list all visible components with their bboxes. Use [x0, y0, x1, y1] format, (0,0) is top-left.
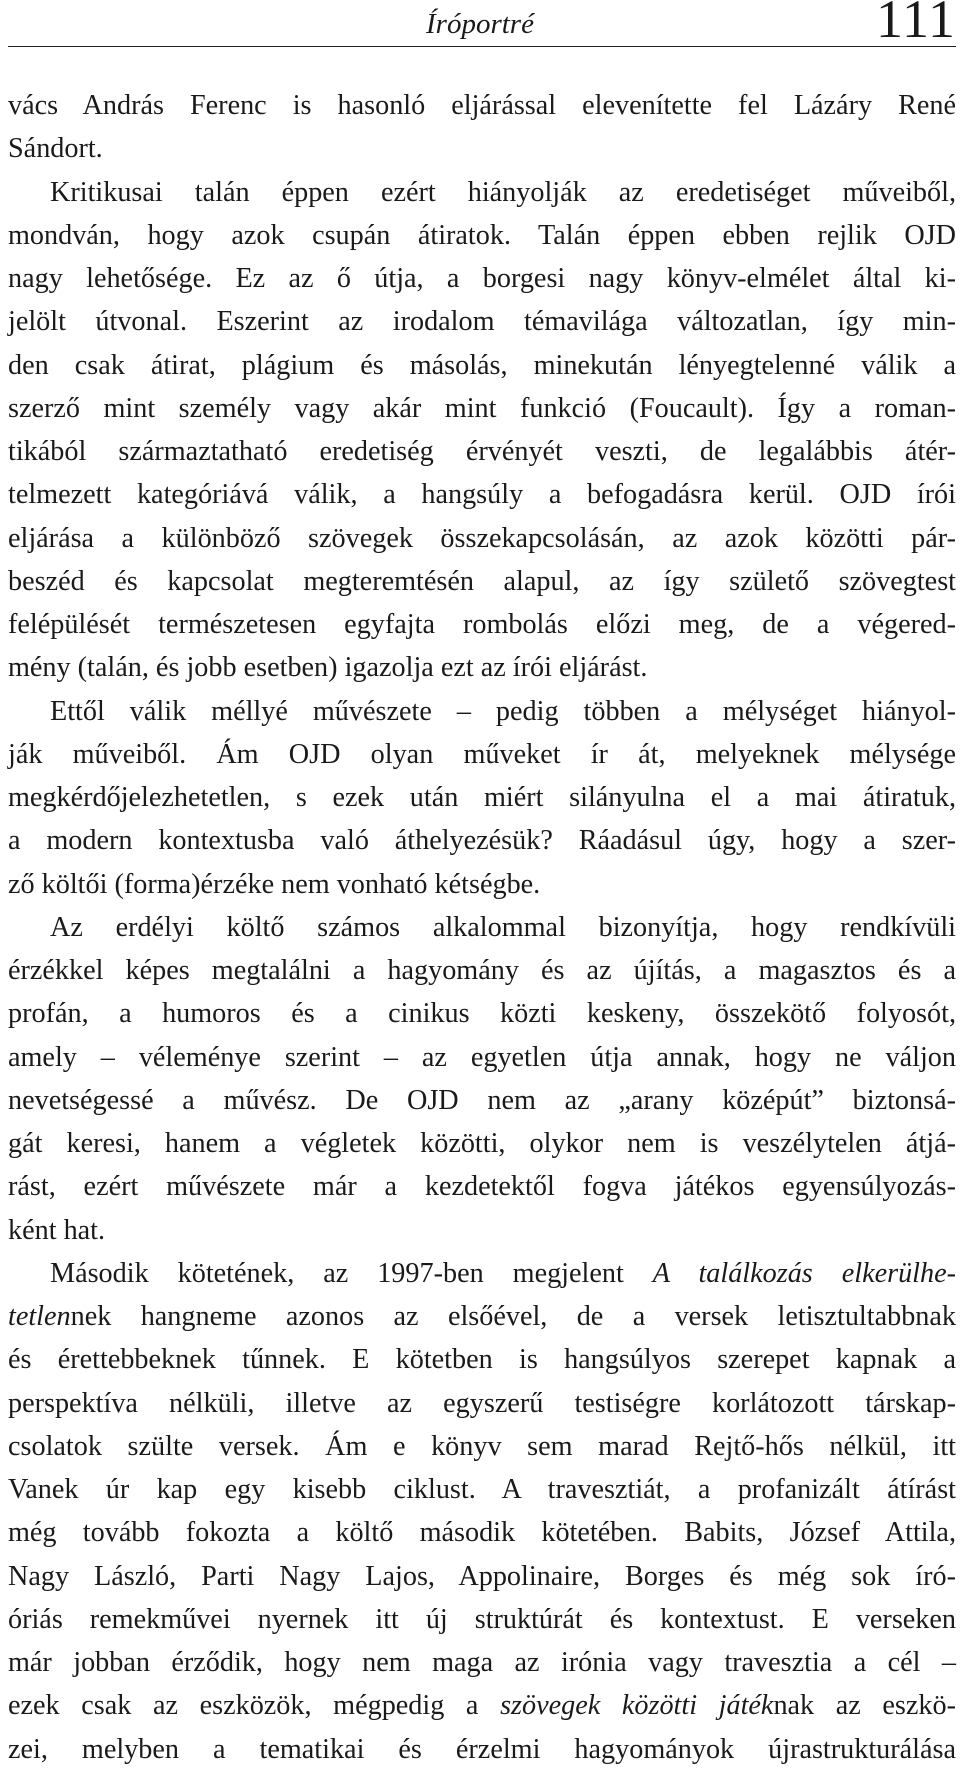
text-line: gát keresi, hanem a végletek közötti, olykor nem is veszélytelen átjá-: [8, 1128, 956, 1159]
text-line: Az erdélyi költő számos alkalommal bizonyítja, hogy rendkívüli: [50, 911, 956, 943]
text-line: Ettől válik méllyé művészete – pedig többen a mélységet hiányol-: [50, 695, 956, 727]
text-line: nevetségessé a művész. De OJD nem az „arany középút” biztonsá-: [8, 1084, 956, 1116]
text-line: vács András Ferenc is hasonló eljárással elevenítette fel Lázáry René: [8, 90, 956, 121]
text-line: óriás remekművei nyernek itt új struktúrát és kontextust. E verseken: [8, 1603, 956, 1635]
text-line: Nagy László, Parti Nagy Lajos, Appolinaire, Borges és még sok író-: [8, 1560, 956, 1592]
text-run: nek hangneme azonos az elsőével, de a versek letisztultabbnak: [70, 1301, 956, 1332]
text-line: eljárása a különböző szövegek összekapcsolásán, az azok közötti pár-: [8, 522, 956, 554]
text-line: felépülését természetesen egyfajta rombolás előzi meg, de a végered-: [8, 609, 956, 640]
text-line: Sándort.: [8, 133, 103, 165]
text-line: amely – véleménye szerint – az egyetlen útja annak, hogy ne váljon: [8, 1041, 956, 1073]
text-line: Vanek úr kap egy kisebb ciklust. A travesztiát, a profanizált átírást: [8, 1474, 956, 1505]
text-line: a modern kontextusba való áthelyezésük? Ráadásul úgy, hogy a szer-: [8, 825, 956, 857]
text-line: és érettebbeknek tűnnek. E kötetben is hangsúlyos szerepet kapnak a: [8, 1344, 956, 1376]
text-line: rást, ezért művészete már a kezdetektől fogva játékos egyensúlyozás-: [8, 1171, 956, 1203]
text-run: nak az eszkö-: [773, 1690, 956, 1722]
text-line: ják műveiből. Ám OJD olyan műveket ír át, melyeknek mélysége: [8, 738, 956, 770]
text-line: csolatok szülte versek. Ám e könyv sem marad Rejtő-hős nélkül, itt: [8, 1430, 956, 1462]
text-line: mondván, hogy azok csupán átiratok. Talán éppen ebben rejlik OJD: [8, 219, 956, 251]
italic-title: A találkozás elkerülhe-: [652, 1257, 956, 1289]
text-line: beszéd és kapcsolat megteremtésén alapul, az így születő szövegtest: [8, 565, 956, 597]
text-line: szerző mint személy vagy akár mint funkció (Foucault). Így a roman-: [8, 392, 956, 424]
text-line: [8, 1295, 956, 1338]
text-run: ezek csak az eszközök, mégpedig a: [8, 1690, 501, 1722]
running-header: [8, 0, 956, 47]
text-line: telmezett kategóriává válik, a hangsúly a befogadásra kerül. OJD írói: [8, 479, 956, 511]
text-line: nagy lehetősége. Ez az ő útja, a borgesi nagy könyv-elmélet által ki-: [8, 263, 956, 294]
text-line: ző költői (forma)érzéke nem vonható kétségbe.: [8, 868, 541, 900]
text-line: profán, a humoros és a cinikus közti keskeny, összekötő folyosót,: [8, 998, 956, 1030]
text-line: Kritikusai talán éppen ezért hiányolják az eredetiséget műveiből,: [50, 176, 956, 208]
italic-title: szövegek közötti játék: [500, 1690, 774, 1722]
text-line: érzékkel képes megtalálni a hagyomány és az újítás, a magasztos és a: [8, 955, 956, 986]
text-line: [8, 1252, 956, 1295]
text-line: még tovább fokozta a költő második kötetében. Babits, József Attila,: [8, 1517, 956, 1549]
text-line: [8, 1684, 956, 1727]
text-line: den csak átirat, plágium és másolás, minekután lényegtelenné válik a: [8, 349, 956, 381]
text-run: Második kötetének, az 1997-ben megjelent: [50, 1257, 653, 1289]
text-line: zei, melyben a tematikai és érzelmi hagyományok újrastrukturálása: [8, 1733, 956, 1765]
text-line: tikából származtatható eredetiség érvényét veszti, de legalábbis átér-: [8, 436, 956, 467]
text-line: megkérdőjelezhetetlen, s ezek után miért silányulna el a mai átiratuk,: [8, 782, 956, 813]
text-line: jelölt útvonal. Eszerint az irodalom témavilága változatlan, így min-: [8, 306, 956, 338]
page-number: 111: [876, 0, 956, 49]
running-title: Íróportré: [426, 8, 534, 40]
text-line: mény (talán, és jobb esetben) igazolja ezt az írói eljárást.: [8, 652, 648, 684]
text-line: ként hat.: [8, 1214, 106, 1246]
italic-title: tetlen: [8, 1301, 71, 1332]
text-line: perspektíva nélküli, illetve az egyszerű testiségre korlátozott társkap-: [8, 1387, 956, 1419]
text-line: már jobban érződik, hogy nem maga az irónia vagy travesztia a cél –: [8, 1647, 956, 1678]
body-text: [8, 84, 956, 1771]
